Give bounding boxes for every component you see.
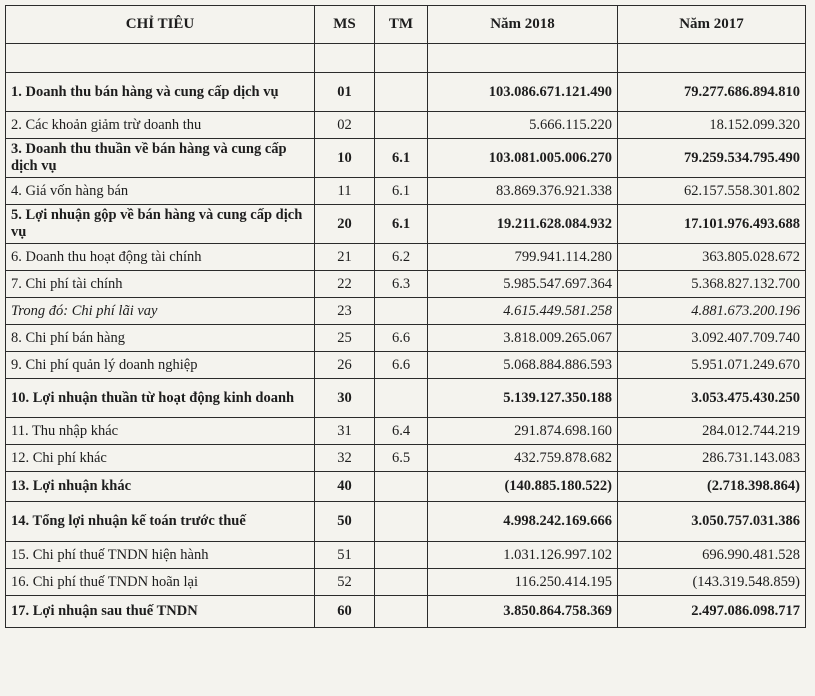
row-ms: 23 [315, 298, 375, 325]
row-tm [375, 472, 428, 502]
header-row [6, 6, 806, 44]
row-value-2018: 103.081.005.006.270 [428, 139, 618, 178]
row-tm: 6.6 [375, 325, 428, 352]
row-label: 1. Doanh thu bán hàng và cung cấp dịch vụ [6, 73, 315, 112]
row-label: 12. Chi phí khác [6, 445, 315, 472]
table-row [6, 298, 806, 325]
row-ms: 30 [315, 379, 375, 418]
header-nam-2017: Năm 2017 [618, 6, 806, 44]
row-tm [375, 569, 428, 596]
row-value-2017: 4.881.673.200.196 [618, 298, 806, 325]
row-value-2018: 5.985.547.697.364 [428, 271, 618, 298]
row-ms: 26 [315, 352, 375, 379]
table-row [6, 379, 806, 418]
row-ms: 21 [315, 244, 375, 271]
row-value-2018: 1.031.126.997.102 [428, 542, 618, 569]
table-row [6, 596, 806, 628]
row-label: 16. Chi phí thuế TNDN hoãn lại [6, 569, 315, 596]
row-value-2017: 79.277.686.894.810 [618, 73, 806, 112]
row-ms: 10 [315, 139, 375, 178]
row-value-2017: (2.718.398.864) [618, 472, 806, 502]
row-value-2018: 5.666.115.220 [428, 112, 618, 139]
row-value-2017: 5.951.071.249.670 [618, 352, 806, 379]
row-ms: 60 [315, 596, 375, 628]
table-row [6, 445, 806, 472]
row-label: 6. Doanh thu hoạt động tài chính [6, 244, 315, 271]
blank-row [6, 44, 806, 73]
table-row [6, 542, 806, 569]
row-value-2017: 17.101.976.493.688 [618, 205, 806, 244]
row-tm [375, 502, 428, 542]
row-tm: 6.4 [375, 418, 428, 445]
row-tm [375, 379, 428, 418]
row-value-2018: 799.941.114.280 [428, 244, 618, 271]
row-ms: 02 [315, 112, 375, 139]
row-value-2018: 83.869.376.921.338 [428, 178, 618, 205]
row-label: 5. Lợi nhuận gộp về bán hàng và cung cấp dịch vụ [6, 205, 315, 244]
row-tm: 6.1 [375, 178, 428, 205]
header-nam-2018: Năm 2018 [428, 6, 618, 44]
row-label: 17. Lợi nhuận sau thuế TNDN [6, 596, 315, 628]
row-label: Trong đó: Chi phí lãi vay [6, 298, 315, 325]
row-value-2018: 432.759.878.682 [428, 445, 618, 472]
row-label: 14. Tổng lợi nhuận kế toán trước thuế [6, 502, 315, 542]
row-label: 10. Lợi nhuận thuần từ hoạt động kinh doanh [6, 379, 315, 418]
row-label: 4. Giá vốn hàng bán [6, 178, 315, 205]
row-ms: 50 [315, 502, 375, 542]
table-row [6, 205, 806, 244]
row-value-2017: 18.152.099.320 [618, 112, 806, 139]
row-value-2018: 5.139.127.350.188 [428, 379, 618, 418]
row-label: 11. Thu nhập khác [6, 418, 315, 445]
row-label: 8. Chi phí bán hàng [6, 325, 315, 352]
header-chi-tieu: CHỈ TIÊU [6, 6, 315, 44]
row-value-2018: 3.818.009.265.067 [428, 325, 618, 352]
row-tm: 6.2 [375, 244, 428, 271]
row-label: 7. Chi phí tài chính [6, 271, 315, 298]
row-value-2017: 3.092.407.709.740 [618, 325, 806, 352]
row-ms: 40 [315, 472, 375, 502]
row-label: 9. Chi phí quản lý doanh nghiệp [6, 352, 315, 379]
row-value-2017: 79.259.534.795.490 [618, 139, 806, 178]
row-value-2018: 3.850.864.758.369 [428, 596, 618, 628]
row-value-2018: 116.250.414.195 [428, 569, 618, 596]
row-tm [375, 73, 428, 112]
table-row [6, 112, 806, 139]
row-ms: 31 [315, 418, 375, 445]
row-tm [375, 298, 428, 325]
row-value-2017: (143.319.548.859) [618, 569, 806, 596]
table-row [6, 325, 806, 352]
row-ms: 20 [315, 205, 375, 244]
row-value-2017: 5.368.827.132.700 [618, 271, 806, 298]
row-value-2017: 696.990.481.528 [618, 542, 806, 569]
row-value-2017: 3.053.475.430.250 [618, 379, 806, 418]
row-tm: 6.1 [375, 139, 428, 178]
row-tm: 6.1 [375, 205, 428, 244]
row-tm [375, 112, 428, 139]
table-row [6, 352, 806, 379]
table-row [6, 472, 806, 502]
row-value-2018: 4.615.449.581.258 [428, 298, 618, 325]
row-label: 15. Chi phí thuế TNDN hiện hành [6, 542, 315, 569]
table-row [6, 73, 806, 112]
row-value-2017: 62.157.558.301.802 [618, 178, 806, 205]
income-statement-table [5, 5, 806, 628]
row-tm: 6.5 [375, 445, 428, 472]
table-row [6, 502, 806, 542]
row-value-2017: 284.012.744.219 [618, 418, 806, 445]
table-row [6, 139, 806, 178]
row-value-2017: 363.805.028.672 [618, 244, 806, 271]
table-row [6, 418, 806, 445]
table-row [6, 569, 806, 596]
table-row [6, 178, 806, 205]
row-value-2017: 2.497.086.098.717 [618, 596, 806, 628]
row-value-2018: 4.998.242.169.666 [428, 502, 618, 542]
row-value-2018: 5.068.884.886.593 [428, 352, 618, 379]
table-row [6, 244, 806, 271]
row-ms: 01 [315, 73, 375, 112]
row-value-2018: 103.086.671.121.490 [428, 73, 618, 112]
row-ms: 11 [315, 178, 375, 205]
row-label: 3. Doanh thu thuần về bán hàng và cung cấp dịch vụ [6, 139, 315, 178]
row-tm [375, 596, 428, 628]
row-ms: 25 [315, 325, 375, 352]
row-ms: 52 [315, 569, 375, 596]
row-value-2017: 286.731.143.083 [618, 445, 806, 472]
header-ms: MS [315, 6, 375, 44]
row-ms: 51 [315, 542, 375, 569]
row-tm: 6.3 [375, 271, 428, 298]
header-tm: TM [375, 6, 428, 44]
row-value-2018: 19.211.628.084.932 [428, 205, 618, 244]
row-tm [375, 542, 428, 569]
row-label: 2. Các khoản giảm trừ doanh thu [6, 112, 315, 139]
row-value-2018: (140.885.180.522) [428, 472, 618, 502]
table-row [6, 271, 806, 298]
row-ms: 32 [315, 445, 375, 472]
row-value-2018: 291.874.698.160 [428, 418, 618, 445]
row-label: 13. Lợi nhuận khác [6, 472, 315, 502]
row-ms: 22 [315, 271, 375, 298]
row-value-2017: 3.050.757.031.386 [618, 502, 806, 542]
row-tm: 6.6 [375, 352, 428, 379]
